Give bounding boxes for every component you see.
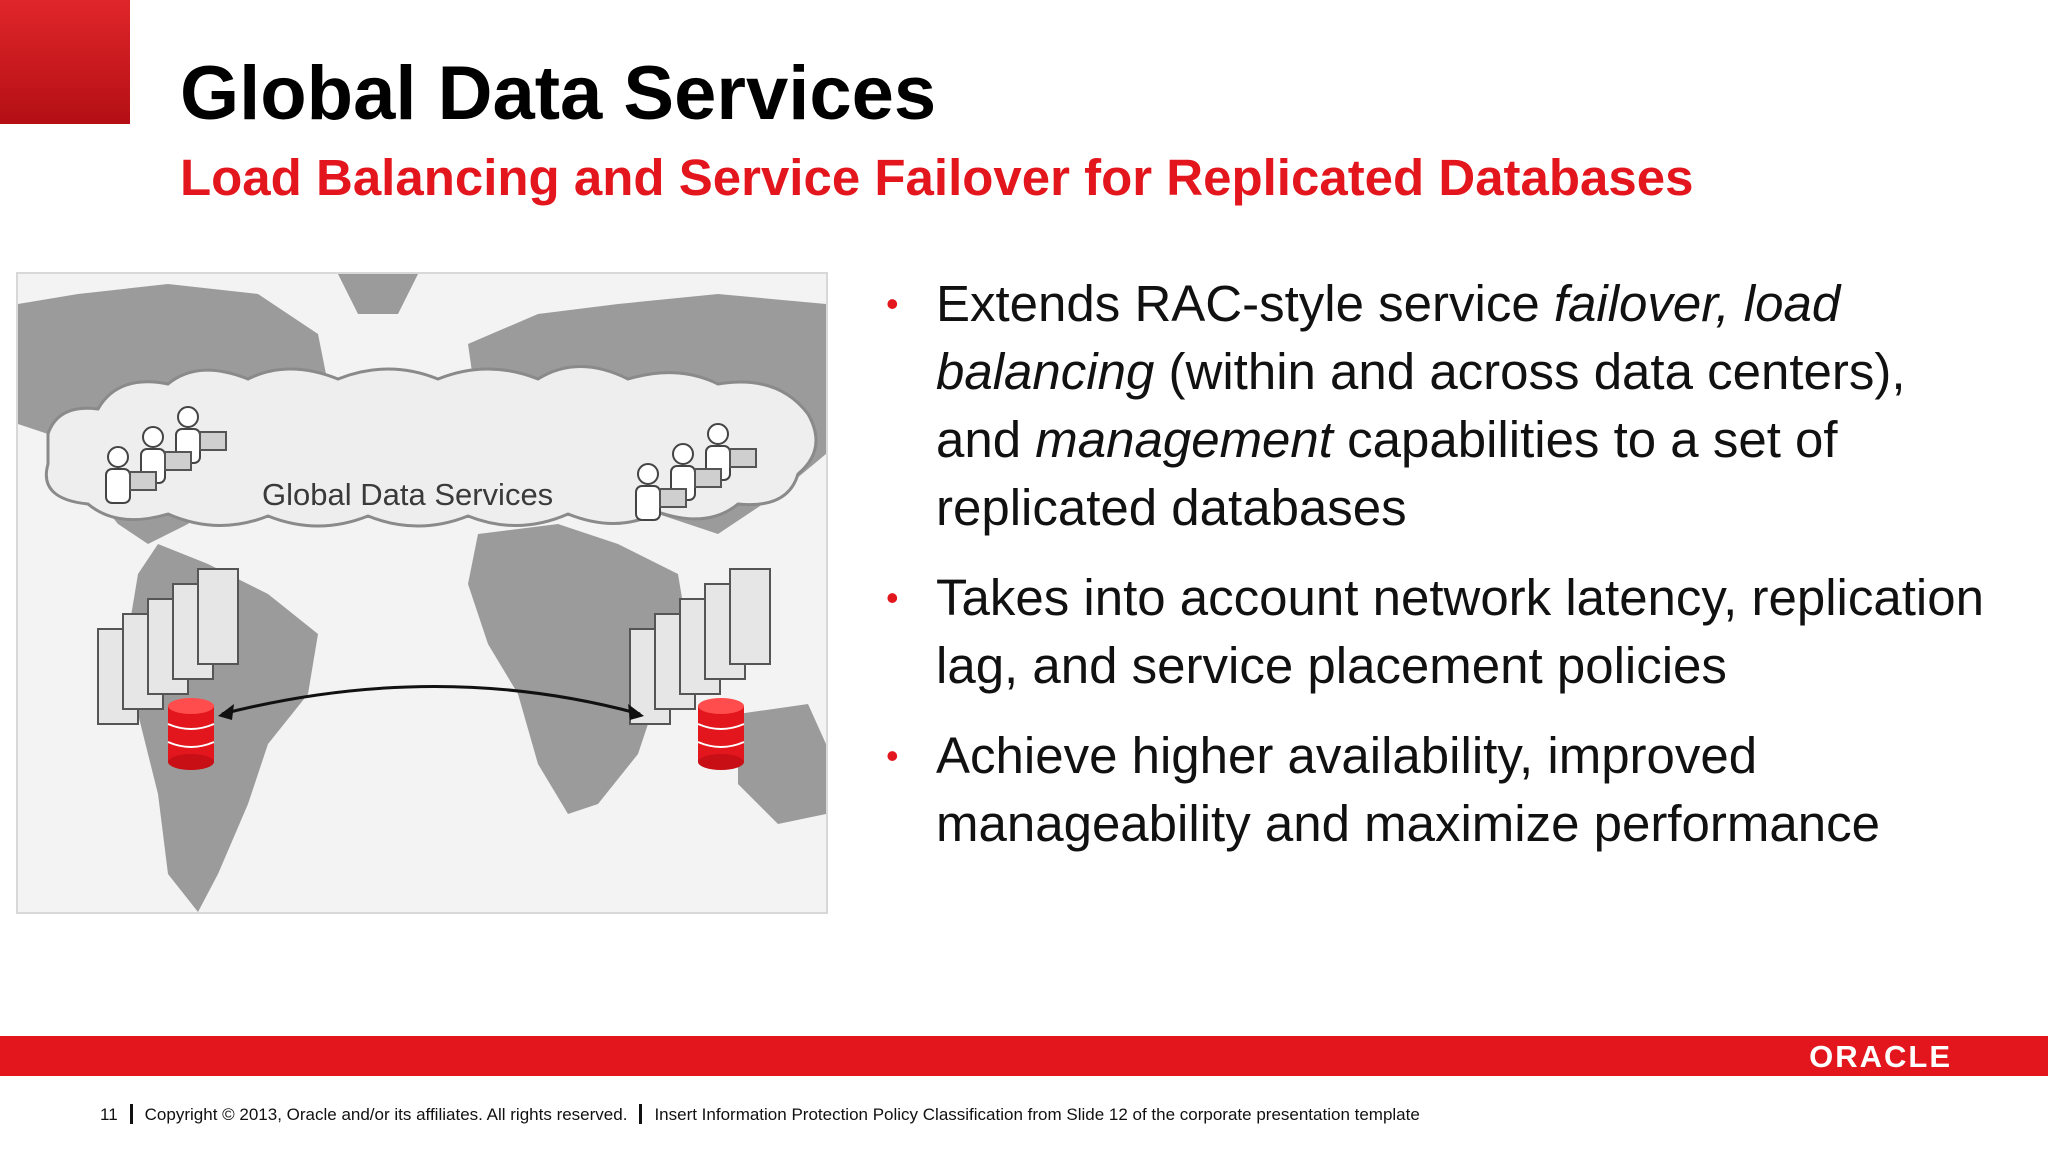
bullet-item: • Achieve higher availability, improved manageability and maximize performance	[880, 722, 1990, 858]
bullet-list	[880, 270, 1990, 880]
footer	[100, 1104, 1420, 1125]
footer-separator	[639, 1104, 642, 1124]
classification-text: Insert Information Protection Policy Classification from Slide 12 of the corporate presentation template	[654, 1105, 1420, 1124]
page-number: 11	[100, 1105, 118, 1124]
bullet-item: • Takes into account network latency, replication lag, and service placement policies	[880, 564, 1990, 700]
world-map-illustration	[18, 274, 826, 912]
cloud-label: Global Data Services	[262, 477, 554, 512]
footer-red-bar	[0, 1036, 2048, 1076]
bullet-dot: •	[886, 735, 899, 776]
corner-accent	[0, 0, 130, 124]
world-map-diagram	[16, 272, 828, 914]
database-left-icon	[168, 698, 214, 770]
oracle-logo: ORACLE	[1809, 1039, 1952, 1074]
slide-title: Global Data Services	[180, 51, 937, 136]
footer-separator	[130, 1104, 133, 1124]
copyright-text: Copyright © 2013, Oracle and/or its affiliates. All rights reserved.	[144, 1105, 628, 1124]
bullet-dot: •	[886, 283, 899, 324]
bullet-dot: •	[886, 577, 899, 618]
slide-subtitle: Load Balancing and Service Failover for Replicated Databases	[180, 149, 1694, 206]
bullet-item: • Extends RAC-style service failover, load balancing (within and across data centers), and management capabilities to a set of replicated databases	[880, 270, 1990, 542]
database-right-icon	[698, 698, 744, 770]
